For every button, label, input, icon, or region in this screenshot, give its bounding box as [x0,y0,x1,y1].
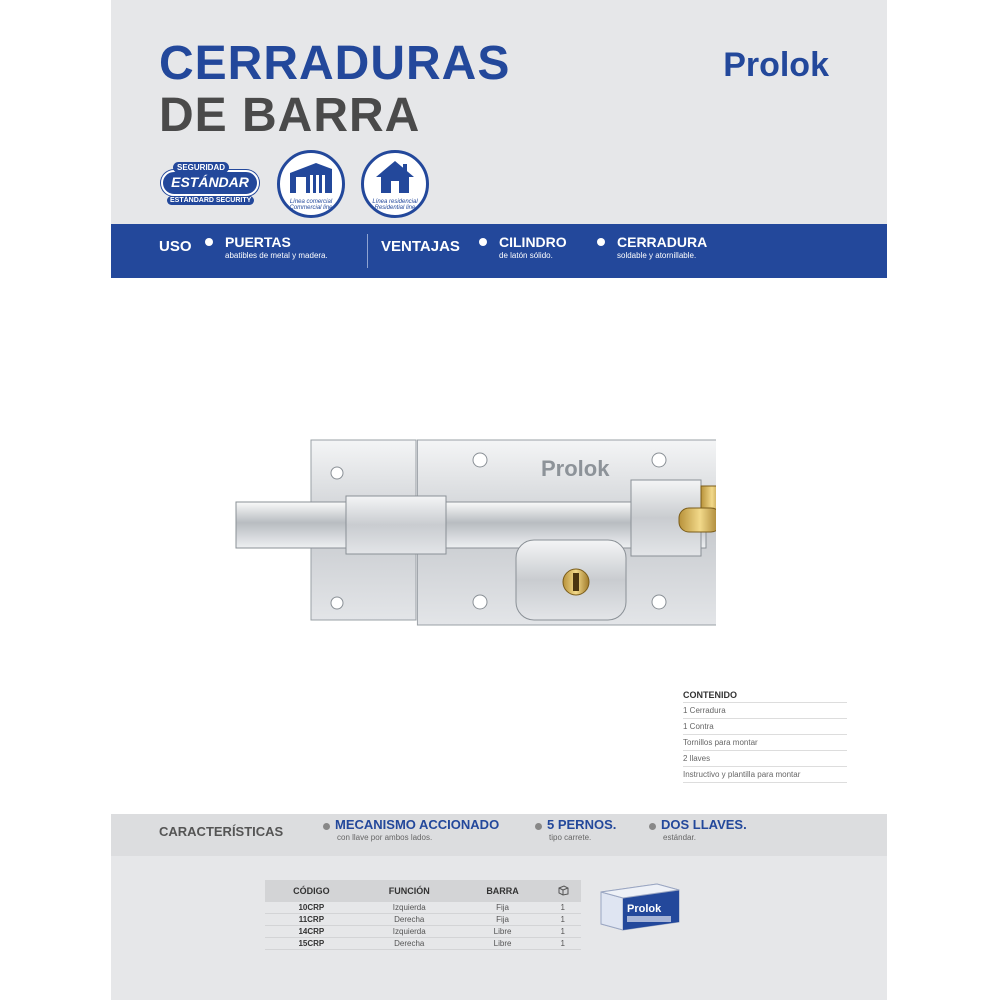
table-row: 11CRP Derecha Fija 1 [265,914,581,926]
contents-header: CONTENIDO [683,688,847,703]
col-function: FUNCIÓN [358,880,461,902]
col-bar: BARRA [461,880,545,902]
badge-main-text: ESTÁNDAR [171,174,249,190]
table-header-row [265,880,581,902]
contents-item: 1 Contra [683,719,847,735]
col-code: CÓDIGO [265,880,358,902]
package-brand: Prolok [627,903,662,915]
header [111,0,887,224]
band-divider [367,234,368,268]
codes-table [265,880,581,950]
bullet-icon [597,238,605,246]
ventajas-label: VENTAJAS [381,238,460,255]
contents-item: Instructivo y plantilla para montar [683,767,847,783]
product-stamp: Prolok [541,456,610,481]
bullet-icon [323,823,330,830]
contents-item: Tornillos para montar [683,735,847,751]
commercial-line-badge [277,150,345,218]
residential-caption: Línea residencial Residential line [372,198,418,212]
usage-advantages-band: USO PUERTAS abatibles de metal y madera. VENTAJAS CILINDRO de latón sólido. CERRADURA soldable y atornillable. [111,224,887,278]
catalog-page [111,0,887,1000]
bar-lock-product-image [216,410,716,660]
features-label: CARACTERÍSTICAS [159,824,284,839]
features-band: CARACTERÍSTICAS MECANISMO ACCIONADO con llave por ambos lados. 5 PERNOS. tipo carrete. DOS LLAVES. estándar. [111,814,887,856]
table-row: 10CRP Izquierda Fija 1 [265,902,581,914]
title-line-2: DE BARRA [159,89,421,142]
table-row: 14CRP Izquierda Libre 1 [265,926,581,938]
standard-security-badge [161,160,259,208]
brand-logo: Prolok [723,46,829,84]
building-icon [288,159,334,195]
contents-item: 2 llaves [683,751,847,767]
badge-bottom-text: ESTÁNDARD SECURITY [167,196,254,205]
badge-top-text: SEGURIDAD [173,162,229,173]
contents-item: 1 Cerradura [683,703,847,719]
package-contents [683,688,847,783]
box-icon [544,880,581,902]
table-row: 15CRP Derecha Libre 1 [265,938,581,950]
title-line-1: CERRADURAS [159,37,511,90]
bullet-icon [479,238,487,246]
bullet-icon [535,823,542,830]
commercial-caption: Línea comercial Commercial line [289,198,333,212]
bullet-icon [205,238,213,246]
house-icon [372,159,418,195]
package-box-image [597,878,683,934]
codes-section [111,856,887,1000]
uso-label: USO [159,238,192,255]
bullet-icon [649,823,656,830]
residential-line-badge [361,150,429,218]
